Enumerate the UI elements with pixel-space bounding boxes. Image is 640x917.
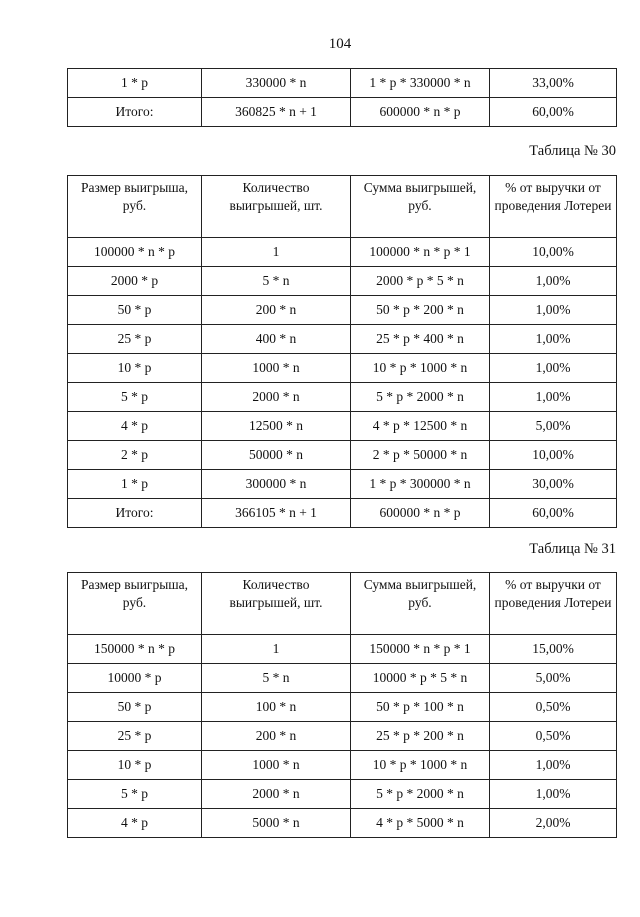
- total-percent-cell: 60,00%: [490, 499, 617, 528]
- table-row: [68, 751, 617, 780]
- table-row: [68, 412, 617, 441]
- prize-count-cell: 2000 * n: [202, 780, 351, 809]
- prize-sum-cell: 4 * p * 12500 * n: [351, 412, 490, 441]
- header-prize-sum: Сумма выигрышей, руб.: [351, 176, 490, 238]
- table-31-caption: Таблица № 31: [529, 541, 616, 557]
- prize-sum-cell: 1 * p * 330000 * n: [351, 69, 490, 98]
- revenue-percent-cell: 1,00%: [490, 325, 617, 354]
- prize-sum-cell: 150000 * n * p * 1: [351, 635, 490, 664]
- revenue-percent-cell: 1,00%: [490, 780, 617, 809]
- prize-sum-cell: 25 * p * 400 * n: [351, 325, 490, 354]
- prize-sum-cell: 10 * p * 1000 * n: [351, 354, 490, 383]
- prize-sum-cell: 5 * p * 2000 * n: [351, 780, 490, 809]
- prize-sum-cell: 25 * p * 200 * n: [351, 722, 490, 751]
- prize-sum-cell: 5 * p * 2000 * n: [351, 383, 490, 412]
- prize-count-cell: 2000 * n: [202, 383, 351, 412]
- table-31: [67, 572, 617, 838]
- prize-amount-cell: 100000 * n * p: [68, 238, 202, 267]
- prize-amount-cell: 10000 * p: [68, 664, 202, 693]
- prize-amount-cell: 150000 * n * p: [68, 635, 202, 664]
- total-count-cell: 366105 * n + 1: [202, 499, 351, 528]
- table-total-row: [68, 98, 617, 127]
- prize-count-cell: 1: [202, 238, 351, 267]
- revenue-percent-cell: 33,00%: [490, 69, 617, 98]
- prize-sum-cell: 2000 * p * 5 * n: [351, 267, 490, 296]
- total-label-cell: Итого:: [68, 98, 202, 127]
- prize-count-cell: 12500 * n: [202, 412, 351, 441]
- revenue-percent-cell: 15,00%: [490, 635, 617, 664]
- prize-amount-cell: 10 * p: [68, 751, 202, 780]
- prize-count-cell: 5 * n: [202, 664, 351, 693]
- prize-count-cell: 200 * n: [202, 722, 351, 751]
- table-row: [68, 238, 617, 267]
- prize-amount-cell: 4 * p: [68, 809, 202, 838]
- prize-amount-cell: 2000 * p: [68, 267, 202, 296]
- prize-sum-cell: 50 * p * 200 * n: [351, 296, 490, 325]
- revenue-percent-cell: 5,00%: [490, 664, 617, 693]
- table-total-row: [68, 499, 617, 528]
- table-header-row: [68, 573, 617, 635]
- prize-amount-cell: 5 * p: [68, 780, 202, 809]
- prize-count-cell: 50000 * n: [202, 441, 351, 470]
- revenue-percent-cell: 1,00%: [490, 751, 617, 780]
- prize-sum-cell: 1 * p * 300000 * n: [351, 470, 490, 499]
- total-count-cell: 360825 * n + 1: [202, 98, 351, 127]
- continuation-table: [67, 68, 617, 127]
- prize-count-cell: 200 * n: [202, 296, 351, 325]
- header-revenue-percent: % от выручки от проведения Лотереи: [490, 176, 617, 238]
- prize-amount-cell: 50 * p: [68, 693, 202, 722]
- prize-sum-cell: 2 * p * 50000 * n: [351, 441, 490, 470]
- prize-sum-cell: 10000 * p * 5 * n: [351, 664, 490, 693]
- prize-amount-cell: 2 * p: [68, 441, 202, 470]
- table-row: [68, 354, 617, 383]
- prize-count-cell: 330000 * n: [202, 69, 351, 98]
- page-number: 104: [328, 36, 352, 52]
- table-row: [68, 693, 617, 722]
- prize-amount-cell: 5 * p: [68, 383, 202, 412]
- prize-amount-cell: 1 * p: [68, 470, 202, 499]
- header-prize-sum: Сумма выигрышей, руб.: [351, 573, 490, 635]
- header-revenue-percent: % от выручки от проведения Лотереи: [490, 573, 617, 635]
- revenue-percent-cell: 30,00%: [490, 470, 617, 499]
- table-row: [68, 780, 617, 809]
- header-prize-count: Количество выигрышей, шт.: [202, 176, 351, 238]
- prize-sum-cell: 50 * p * 100 * n: [351, 693, 490, 722]
- table-row: [68, 325, 617, 354]
- table-row: [68, 383, 617, 412]
- prize-count-cell: 5 * n: [202, 267, 351, 296]
- prize-amount-cell: 25 * p: [68, 722, 202, 751]
- table-row: [68, 296, 617, 325]
- table-row: [68, 809, 617, 838]
- prize-amount-cell: 1 * p: [68, 69, 202, 98]
- revenue-percent-cell: 10,00%: [490, 238, 617, 267]
- prize-count-cell: 100 * n: [202, 693, 351, 722]
- total-label-cell: Итого:: [68, 499, 202, 528]
- table-row: [68, 635, 617, 664]
- revenue-percent-cell: 5,00%: [490, 412, 617, 441]
- total-sum-cell: 600000 * n * p: [351, 98, 490, 127]
- revenue-percent-cell: 10,00%: [490, 441, 617, 470]
- header-prize-count: Количество выигрышей, шт.: [202, 573, 351, 635]
- prize-count-cell: 400 * n: [202, 325, 351, 354]
- prize-amount-cell: 4 * p: [68, 412, 202, 441]
- table-30-caption: Таблица № 30: [529, 143, 616, 159]
- revenue-percent-cell: 2,00%: [490, 809, 617, 838]
- revenue-percent-cell: 0,50%: [490, 722, 617, 751]
- prize-count-cell: 300000 * n: [202, 470, 351, 499]
- table-row: [68, 69, 617, 98]
- prize-sum-cell: 4 * p * 5000 * n: [351, 809, 490, 838]
- table-row: [68, 470, 617, 499]
- revenue-percent-cell: 0,50%: [490, 693, 617, 722]
- total-sum-cell: 600000 * n * p: [351, 499, 490, 528]
- prize-count-cell: 1000 * n: [202, 751, 351, 780]
- table-row: [68, 664, 617, 693]
- revenue-percent-cell: 1,00%: [490, 383, 617, 412]
- prize-sum-cell: 100000 * n * p * 1: [351, 238, 490, 267]
- table-row: [68, 441, 617, 470]
- table-header-row: [68, 176, 617, 238]
- header-prize-amount: Размер выигрыша, руб.: [68, 176, 202, 238]
- table-row: [68, 267, 617, 296]
- prize-amount-cell: 10 * p: [68, 354, 202, 383]
- prize-count-cell: 1000 * n: [202, 354, 351, 383]
- revenue-percent-cell: 1,00%: [490, 296, 617, 325]
- table-30: [67, 175, 617, 528]
- prize-count-cell: 1: [202, 635, 351, 664]
- prize-sum-cell: 10 * p * 1000 * n: [351, 751, 490, 780]
- total-percent-cell: 60,00%: [490, 98, 617, 127]
- prize-amount-cell: 25 * p: [68, 325, 202, 354]
- header-prize-amount: Размер выигрыша, руб.: [68, 573, 202, 635]
- prize-amount-cell: 50 * p: [68, 296, 202, 325]
- revenue-percent-cell: 1,00%: [490, 267, 617, 296]
- revenue-percent-cell: 1,00%: [490, 354, 617, 383]
- prize-count-cell: 5000 * n: [202, 809, 351, 838]
- table-row: [68, 722, 617, 751]
